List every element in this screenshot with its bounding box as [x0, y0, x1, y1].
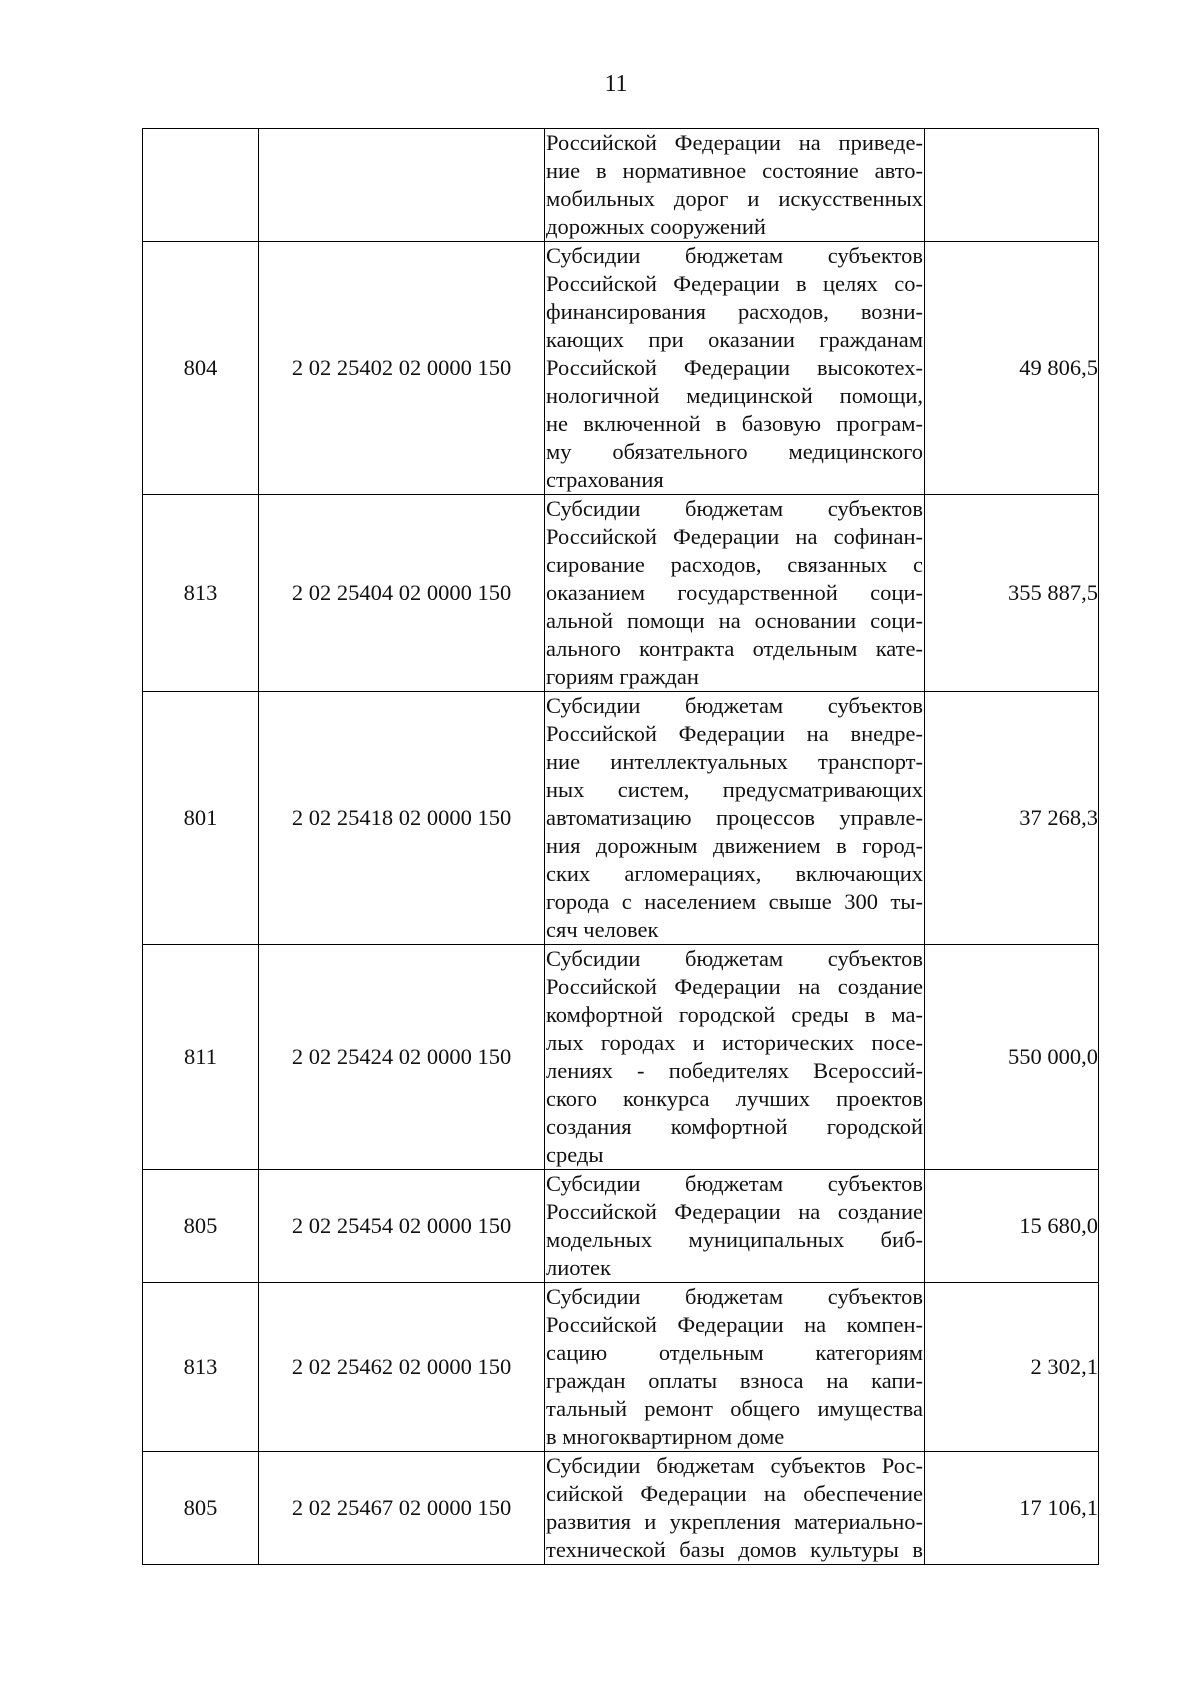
description-line: развития и укрепления материально- — [546, 1509, 923, 1534]
description-line: ского конкурса лучших проектов — [546, 1086, 923, 1111]
amount-cell: 355 887,5 — [925, 495, 1099, 692]
description-line: Субсидии бюджетам субъектов — [546, 496, 923, 521]
description-line: кающих при оказании гражданам — [546, 327, 923, 352]
budget-classification-code-cell: 2 02 25454 02 0000 150 — [259, 1170, 545, 1283]
revenue-description-cell — [545, 495, 925, 692]
description-line: альной помощи на основании соци- — [546, 608, 923, 633]
budget-classification-code-cell: 2 02 25404 02 0000 150 — [259, 495, 545, 692]
revenue-description-cell — [545, 129, 925, 242]
revenue-description-cell — [545, 1283, 925, 1452]
description-line: мобильных дорог и искусственных — [546, 186, 923, 211]
table-row — [143, 242, 1099, 495]
revenue-description-cell — [545, 692, 925, 945]
description-line: сирование расходов, связанных с — [546, 552, 923, 577]
description-line: ния дорожным движением в город- — [546, 833, 923, 858]
budget-classification-code-cell: 2 02 25462 02 0000 150 — [259, 1283, 545, 1452]
description-line: города с населением свыше 300 ты- — [546, 889, 923, 914]
description-line: сацию отдельным категориям — [546, 1340, 923, 1365]
description-line: Российской Федерации на софинан- — [546, 524, 923, 549]
description-line: лениях - победителях Всероссий- — [546, 1058, 923, 1083]
table-row — [143, 1452, 1099, 1565]
revenue-description-cell — [545, 1170, 925, 1283]
description-line: Российской Федерации высокотех- — [546, 355, 923, 380]
description-line: ных систем, предусматривающих — [546, 777, 923, 802]
table-row — [143, 1283, 1099, 1452]
description-line: не включенной в базовую програм- — [546, 411, 923, 436]
budget-classification-code-cell: 2 02 25402 02 0000 150 — [259, 242, 545, 495]
description-line: Российской Федерации на компен- — [546, 1312, 923, 1337]
budget-classification-code-cell: 2 02 25418 02 0000 150 — [259, 692, 545, 945]
amount-cell — [925, 129, 1099, 242]
description-line: лиотек — [546, 1255, 611, 1280]
description-line: Российской Федерации на создание — [546, 974, 923, 999]
description-line: Субсидии бюджетам субъектов — [546, 946, 923, 971]
budget-classification-code-cell: 2 02 25424 02 0000 150 — [259, 945, 545, 1170]
description-line: Субсидии бюджетам субъектов — [546, 243, 923, 268]
administrator-code-cell: 805 — [143, 1452, 259, 1565]
table-row — [143, 1170, 1099, 1283]
description-line: ального контракта отдельным кате- — [546, 636, 923, 661]
description-line: сяч человек — [546, 917, 659, 942]
description-line: ских агломерациях, включающих — [546, 861, 923, 886]
amount-cell: 17 106,1 — [925, 1452, 1099, 1565]
administrator-code-cell: 813 — [143, 1283, 259, 1452]
budget-classification-code-cell: 2 02 25467 02 0000 150 — [259, 1452, 545, 1565]
administrator-code-cell: 801 — [143, 692, 259, 945]
budget-classification-code-cell — [259, 129, 545, 242]
description-line: Российской Федерации на внедре- — [546, 721, 923, 746]
amount-cell: 2 302,1 — [925, 1283, 1099, 1452]
description-line: Российской Федерации в целях со- — [546, 271, 923, 296]
description-line: му обязательного медицинского — [546, 439, 923, 464]
description-line: Субсидии бюджетам субъектов — [546, 1171, 923, 1196]
revenue-description-cell — [545, 242, 925, 495]
revenue-description-cell — [545, 945, 925, 1170]
description-line: дорожных сооружений — [546, 214, 766, 239]
description-line: оказанием государственной соци- — [546, 580, 923, 605]
description-line: Субсидии бюджетам субъектов — [546, 693, 923, 718]
amount-cell: 15 680,0 — [925, 1170, 1099, 1283]
description-line: модельных муниципальных биб- — [546, 1227, 923, 1252]
description-line: страхования — [546, 467, 664, 492]
administrator-code-cell: 805 — [143, 1170, 259, 1283]
description-line: Российской Федерации на создание — [546, 1199, 923, 1224]
administrator-code-cell — [143, 129, 259, 242]
description-line: финансирования расходов, возни- — [546, 299, 923, 324]
description-line: Субсидии бюджетам субъектов Рос- — [546, 1453, 923, 1478]
table-row — [143, 495, 1099, 692]
revenue-description-cell — [545, 1452, 925, 1565]
amount-cell: 550 000,0 — [925, 945, 1099, 1170]
administrator-code-cell: 811 — [143, 945, 259, 1170]
description-line: тальный ремонт общего имущества — [546, 1396, 923, 1421]
table-row — [143, 692, 1099, 945]
budget-revenue-table — [142, 128, 1099, 1565]
description-line: гориям граждан — [546, 664, 699, 689]
description-line: комфортной городской среды в ма- — [546, 1002, 923, 1027]
page-number: 11 — [604, 71, 628, 97]
description-line: ние интеллектуальных транспорт- — [546, 749, 923, 774]
table-body — [143, 129, 1099, 1565]
administrator-code-cell: 813 — [143, 495, 259, 692]
description-line: технической базы домов культуры в — [546, 1537, 923, 1562]
amount-cell: 37 268,3 — [925, 692, 1099, 945]
table-row — [143, 129, 1099, 242]
description-line: ние в нормативное состояние авто- — [546, 158, 923, 183]
description-line: автоматизацию процессов управле- — [546, 805, 923, 830]
description-line: лых городах и исторических посе- — [546, 1030, 923, 1055]
table-row — [143, 945, 1099, 1170]
description-line: в многоквартирном доме — [546, 1424, 785, 1449]
description-line: граждан оплаты взноса на капи- — [546, 1368, 923, 1393]
description-line: сийской Федерации на обеспечение — [546, 1481, 923, 1506]
description-line: создания комфортной городской — [546, 1114, 923, 1139]
description-line: нологичной медицинской помощи, — [546, 383, 923, 408]
administrator-code-cell: 804 — [143, 242, 259, 495]
description-line: среды — [546, 1142, 604, 1167]
description-line: Российской Федерации на приведе- — [546, 130, 923, 155]
description-line: Субсидии бюджетам субъектов — [546, 1284, 923, 1309]
amount-cell: 49 806,5 — [925, 242, 1099, 495]
